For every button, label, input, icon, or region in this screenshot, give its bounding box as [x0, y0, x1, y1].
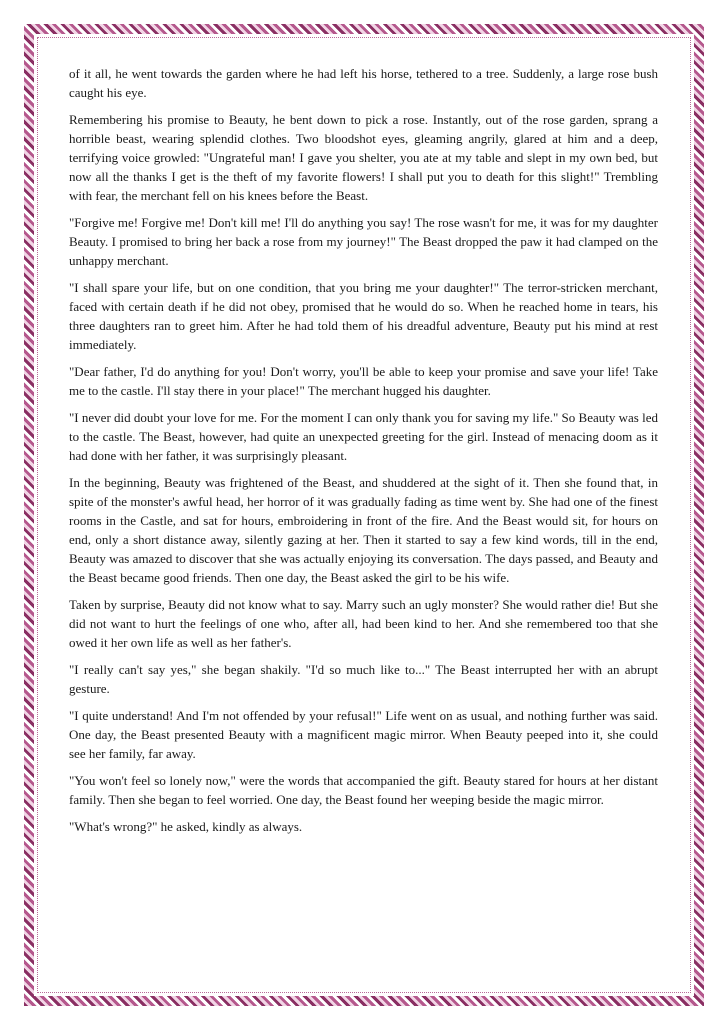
paragraph: "I quite understand! And I'm not offended by your refusal!" Life went on as usual, and nothing further was said. One day, the Beast presented Beauty with a magnificent magic mirror. When Beauty peeped into it, she could see her family, far away.	[69, 708, 658, 761]
paragraph: "You won't feel so lonely now," were the words that accompanied the gift. Beauty stared for hours at her distant family. Then she began to feel worried. One day, the Beast found her weeping beside the magic mirror.	[69, 773, 658, 807]
paragraph: "I really can't say yes," she began shakily. "I'd so much like to..." The Beast interrupted her with an abrupt gesture.	[69, 662, 658, 696]
paragraph: "Dear father, I'd do anything for you! Don't worry, you'll be able to keep your promise and save your life! Take me to the castle. I'll stay there in your place!" The merchant hugged his daughter.	[69, 364, 658, 398]
paragraph: of it all, he went towards the garden where he had left his horse, tethered to a tree. Suddenly, a large rose bush caught his eye.	[69, 66, 658, 100]
paragraph: "What's wrong?" he asked, kindly as always.	[69, 819, 303, 834]
story-text	[69, 64, 658, 844]
paragraph: Remembering his promise to Beauty, he bent down to pick a rose. Instantly, out of the rose garden, sprang a horrible beast, wearing splendid clothes. Two bloodshot eyes, gleaming angrily, glared at him and a deep, terrifying voice growled: "Ungrateful man! I gave you shelter, you ate at my table and slept in my own bed, but now all the thanks I get is the theft of my favorite flowers! I shall put you to death for this slight!" Trembling with fear, the merchant fell on his knees before the Beast.	[69, 112, 658, 203]
paragraph: "I never did doubt your love for me. For the moment I can only thank you for saving my life." So Beauty was led to the castle. The Beast, however, had quite an unexpected greeting for the girl. Instead of menacing doom as it had done with her father, it was surprisingly pleasant.	[69, 410, 658, 463]
paragraph: In the beginning, Beauty was frightened of the Beast, and shuddered at the sight of it. Then she found that, in spite of the monster's awful head, her horror of it was gradually fading as time went by. She had one of the finest rooms in the Castle, and sat for hours, embroidering in front of the fire. And the Beast would sit, for hours on end, only a short distance away, silently gazing at her. Then it started to say a few kind words, till in the end, Beauty was amazed to discover that she was actually enjoying its conversation. The days passed, and Beauty and the Beast became good friends. Then one day, the Beast asked the girl to be his wife.	[69, 475, 658, 585]
paragraph: Taken by surprise, Beauty did not know what to say. Marry such an ugly monster? She would rather die! But she did not want to hurt the feelings of one who, after all, had been kind to her. And she remembered too that she owed it her own life as well as her father's.	[69, 597, 658, 650]
paragraph: "Forgive me! Forgive me! Don't kill me! I'll do anything you say! The rose wasn't for me, it was for my daughter Beauty. I promised to bring her back a rose from my journey!" The Beast dropped the paw it had clamped on the unhappy merchant.	[69, 215, 658, 268]
paragraph: "I shall spare your life, but on one condition, that you bring me your daughter!" The terror-stricken merchant, faced with certain death if he did not obey, promised that he would do so. When he reached home in tears, his three daughters ran to greet him. After he had told them of his dreadful adventure, Beauty put his mind at rest immediately.	[69, 280, 658, 352]
